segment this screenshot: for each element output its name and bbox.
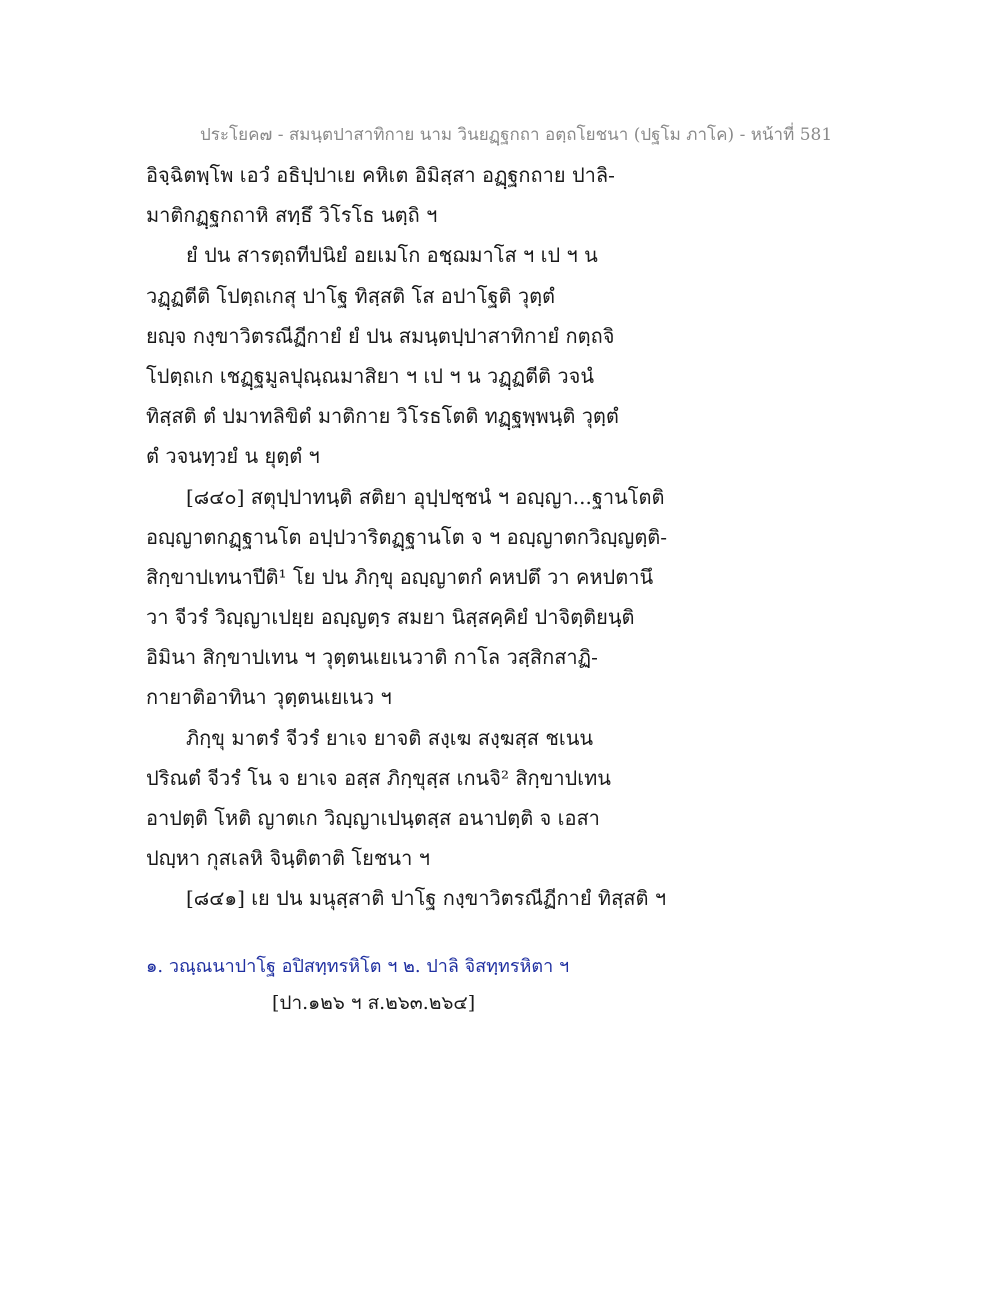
text-line: วฏฺฏตีติ โปตฺถเกสุ ปาโฐ ทิสฺสติ โส อปาโฐติ วุตฺตํ bbox=[146, 283, 556, 308]
text-line: ภิกฺขุ มาตรํ จีวรํ ยาเจ ยาจติ สงฺเฆ สงฺฆสฺส ชเนน bbox=[186, 725, 594, 750]
text-line: ปญฺหา กุสเลหิ จินฺติตาติ โยชนา ฯ bbox=[146, 846, 430, 871]
text-line: ปริณตํ จีวรํ โน จ ยาเจ อสฺส ภิกฺขุสฺส เกนจิ² สิกฺขาปเทน bbox=[146, 765, 611, 790]
text-line: [๘๔๑] เย ปน มนุสฺสาติ ปาโฐ กงฺขาวิตรณีฏีกายํ ทิสฺสติ ฯ bbox=[186, 886, 667, 911]
text-line: วา จีวรํ วิญฺญาเปยฺย อญฺญตฺร สมยา นิสฺสคฺคิยํ ปาจิตฺติยนฺติ bbox=[146, 605, 635, 630]
text-line: ตํ วจนทฺวยํ น ยุตฺตํ ฯ bbox=[146, 444, 320, 469]
text-line: [๘๔๐] สตุปฺปาทนฺติ สติยา อุปฺปชฺชนํ ฯ อญฺญา...ฐานโตติ bbox=[186, 484, 665, 509]
page-reference: [ปา.๑๒๖ ฯ ส.๒๖๓.๒๖๔] bbox=[272, 992, 476, 1014]
running-header: ประโยค๗ - สมนฺตปาสาทิกาย นาม วินยฏฺฐกถา อตฺถโยชนา (ปฐโม ภาโค) - หน้าที่ 581 bbox=[200, 125, 833, 145]
text-line: อิมินา สิกฺขาปเทน ฯ วุตฺตนเยเนวาติ กาโล วสฺสิกสาฏิ- bbox=[146, 645, 598, 670]
text-line: อญฺญาตกฏฺฐานโต อปฺปวาริตฏฺฐานโต จ ฯ อญฺญาตกวิญฺญตฺติ- bbox=[146, 524, 668, 549]
text-line: ยญฺจ กงฺขาวิตรณีฏีกายํ ยํ ปน สมนฺตปฺปาสาทิกายํ กตฺถจิ bbox=[146, 323, 615, 348]
text-line: อิจฺฉิตพฺโพ เอวํ อธิปฺปาเย คหิเต อิมิสฺสา อฏฺฐกถาย ปาลิ- bbox=[146, 163, 615, 187]
text-line: มาติกฏฺฐกถาหิ สทฺธึ วิโรโธ นตฺถิ ฯ bbox=[146, 203, 438, 228]
text-line: กายาติอาทินา วุตฺตนเยเนว ฯ bbox=[146, 685, 392, 710]
footnote-text: ๑. วณฺณนาปาโฐ อปิสทฺทรหิโต ฯ ๒. ปาลิ จิสทฺทรหิตา ฯ bbox=[146, 956, 570, 977]
text-line: ยํ ปน สารตฺถทีปนิยํ อยเมโก อชฺฌมาโส ฯ เป ฯ น bbox=[186, 243, 598, 268]
body-text bbox=[146, 155, 866, 919]
text-line: ทิสฺสติ ตํ ปมาทลิขิตํ มาติกาย วิโรธโตติ ทฏฺฐพฺพนฺติ วุตฺตํ bbox=[146, 404, 619, 429]
text-line: อาปตฺติ โหติ ญาตเก วิญฺญาเปนฺตสฺส อนาปตฺติ จ เอสา bbox=[146, 806, 600, 830]
text-line: โปตฺถเก เชฏฺฐมูลปุณฺณมาสิยา ฯ เป ฯ น วฏฺฏตีติ วจนํ bbox=[146, 363, 595, 388]
text-line: สิกฺขาปเทนาปีติ¹ โย ปน ภิกฺขุ อญฺญาตกํ คหปตึ วา คหปตานึ bbox=[146, 564, 654, 589]
footnotes bbox=[146, 951, 866, 983]
